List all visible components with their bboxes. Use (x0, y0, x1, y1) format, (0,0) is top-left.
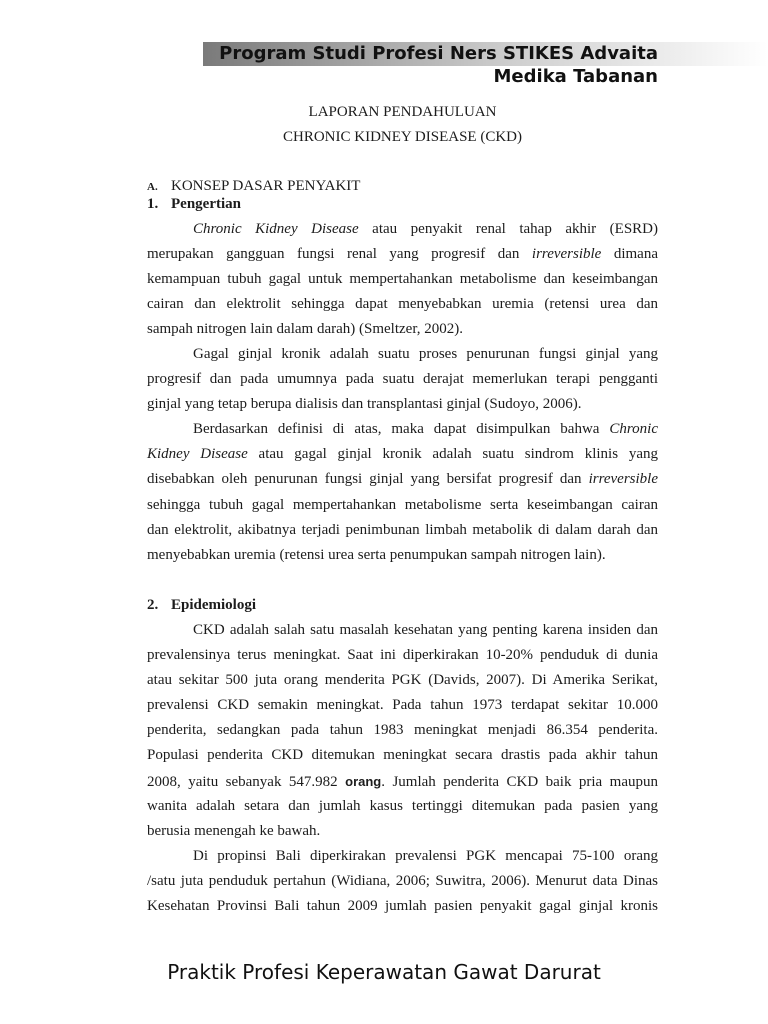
italic-text: irreversible (531, 245, 602, 262)
text-run: atau sekitar 500 juta orang menderita PGK (Davids, 2007). Di Amerika Serikat, (147, 672, 658, 689)
text-line (147, 467, 658, 492)
page-footer: Praktik Profesi Keperawatan Gawat Darurat (167, 960, 601, 984)
italic-text: Kidney Disease (147, 446, 248, 463)
text-line (147, 718, 658, 743)
italic-text: Chronic Kidney Disease (193, 220, 359, 237)
text-line (147, 217, 658, 242)
text-run: atau gagal ginjal kronik adalah suatu sindrom klinis yang (247, 446, 658, 463)
subsection-title: Epidemiologi (171, 596, 257, 613)
text-line (147, 643, 658, 668)
text-run: penderita, sedangkan pada tahun 1983 meningkat menjadi 86.354 penderita. (147, 722, 658, 739)
subsection-title: Pengertian (171, 196, 241, 212)
text-run: progresif dan pada umumnya pada suatu derajat memerlukan terapi pengganti (147, 371, 658, 388)
text-line (147, 769, 658, 794)
paragraph (147, 342, 658, 417)
text-line (147, 367, 658, 392)
paragraph (147, 217, 658, 342)
title-line-2: CHRONIC KIDNEY DISEASE (CKD) (282, 128, 523, 145)
text-line (147, 317, 658, 342)
subsection (147, 593, 658, 919)
section-marker: A. (147, 181, 158, 193)
text-run: /satu juta penduduk pertahun (Widiana, 2006; Suwitra, 2006). Menurut data Dinas (147, 872, 658, 889)
text-line (147, 743, 658, 768)
text-run: disebabkan oleh penurunan fungsi ginjal yang bersifat progresif dan (147, 471, 589, 488)
text-line (147, 693, 658, 718)
text-run: Populasi penderita CKD ditemukan meningkat secara drastis pada akhir tahun (147, 747, 658, 764)
italic-text: irreversible (588, 471, 658, 488)
text-run: atau penyakit renal tahap akhir (ESRD) (358, 220, 659, 237)
subsection-heading (147, 195, 658, 213)
title-line-1: LAPORAN PENDAHULUAN (308, 103, 497, 120)
text-run: merupakan gangguan fungsi renal yang progresif dan (147, 245, 532, 262)
text-run: menyebabkan uremia (retensi urea serta penumpukan sampah nitrogen lain). (147, 546, 606, 563)
text-line (147, 417, 658, 442)
text-run: sampah nitrogen lain dalam darah) (Smeltzer, 2002). (147, 320, 463, 337)
text-line (147, 342, 658, 367)
text-line (147, 292, 658, 317)
header-institution-line-1: Program Studi Profesi Ners STIKES Advaita (219, 43, 658, 64)
text-run: . Jumlah penderita CKD baik pria maupun (381, 773, 658, 790)
text-run: berusia menengah ke bawah. (147, 822, 321, 839)
text-run: cairan dan elektrolit sehingga dapat menyebabkan uremia (retensi urea dan (147, 295, 658, 312)
text-line (147, 618, 658, 643)
paragraph (147, 844, 658, 919)
header-institution-line-2: Medika Tabanan (493, 66, 658, 87)
text-line (147, 518, 658, 543)
text-run: prevalensinya terus meningkat. Saat ini diperkirakan 10-20% penduduk di dunia (147, 647, 658, 664)
text-line (147, 392, 658, 417)
subsection-number: 2. (147, 596, 159, 613)
text-run: Kesehatan Provinsi Bali tahun 2009 jumlah pasien penyakit gagal ginjal kronis (147, 898, 658, 915)
text-line (147, 844, 658, 869)
paragraph (147, 417, 658, 568)
text-line (147, 442, 658, 467)
bold-text: orang (345, 773, 382, 789)
subsection-heading (147, 593, 658, 618)
text-line (147, 668, 658, 693)
text-run: ginjal yang tetap berupa dialisis dan transplantasi ginjal (Sudoyo, 2006). (147, 396, 582, 413)
text-run: prevalensi CKD semakin meningkat. Pada tahun 1973 terdapat sekitar 10.000 (147, 697, 658, 714)
text-run: wanita adalah setara dan jumlah kasus tertinggi ditemukan pada pasien yang (147, 797, 658, 814)
text-line (147, 869, 658, 894)
italic-text: Chronic (609, 421, 658, 438)
text-run: Berdasarkan definisi di atas, maka dapat disimpulkan bahwa (193, 421, 610, 438)
text-run: dan elektrolit, akibatnya terjadi penimbunan limbah metabolik di dalam darah dan (147, 521, 658, 538)
text-run: kemampuan tubuh gagal untuk mempertahankan metabolisme dan keseimbangan (147, 270, 658, 287)
text-run: 2008, yaitu sebanyak 547.982 (147, 773, 346, 790)
document-body (147, 177, 658, 919)
text-line (147, 493, 658, 518)
subsection-number: 1. (147, 196, 159, 212)
text-run: sehingga tubuh gagal mempertahankan metabolisme serta keseimbangan cairan (147, 496, 658, 513)
subsection (147, 195, 658, 568)
text-line (147, 794, 658, 819)
section-heading (147, 177, 658, 195)
text-run: CKD adalah salah satu masalah kesehatan yang penting karena insiden dan (193, 622, 658, 638)
text-run: Gagal ginjal kronik adalah suatu proses penurunan fungsi ginjal yang (193, 345, 658, 362)
paragraph (147, 618, 658, 844)
subsections (147, 195, 658, 919)
document-title (147, 100, 658, 150)
text-line (147, 819, 658, 844)
text-line (147, 267, 658, 292)
text-line (147, 894, 658, 919)
text-line (147, 543, 658, 568)
text-run: Di propinsi Bali diperkirakan prevalensi PGK mencapai 75-100 orang (193, 847, 658, 864)
text-line (147, 242, 658, 267)
section-title: KONSEP DASAR PENYAKIT (171, 178, 361, 194)
text-run: dimana (601, 245, 658, 262)
